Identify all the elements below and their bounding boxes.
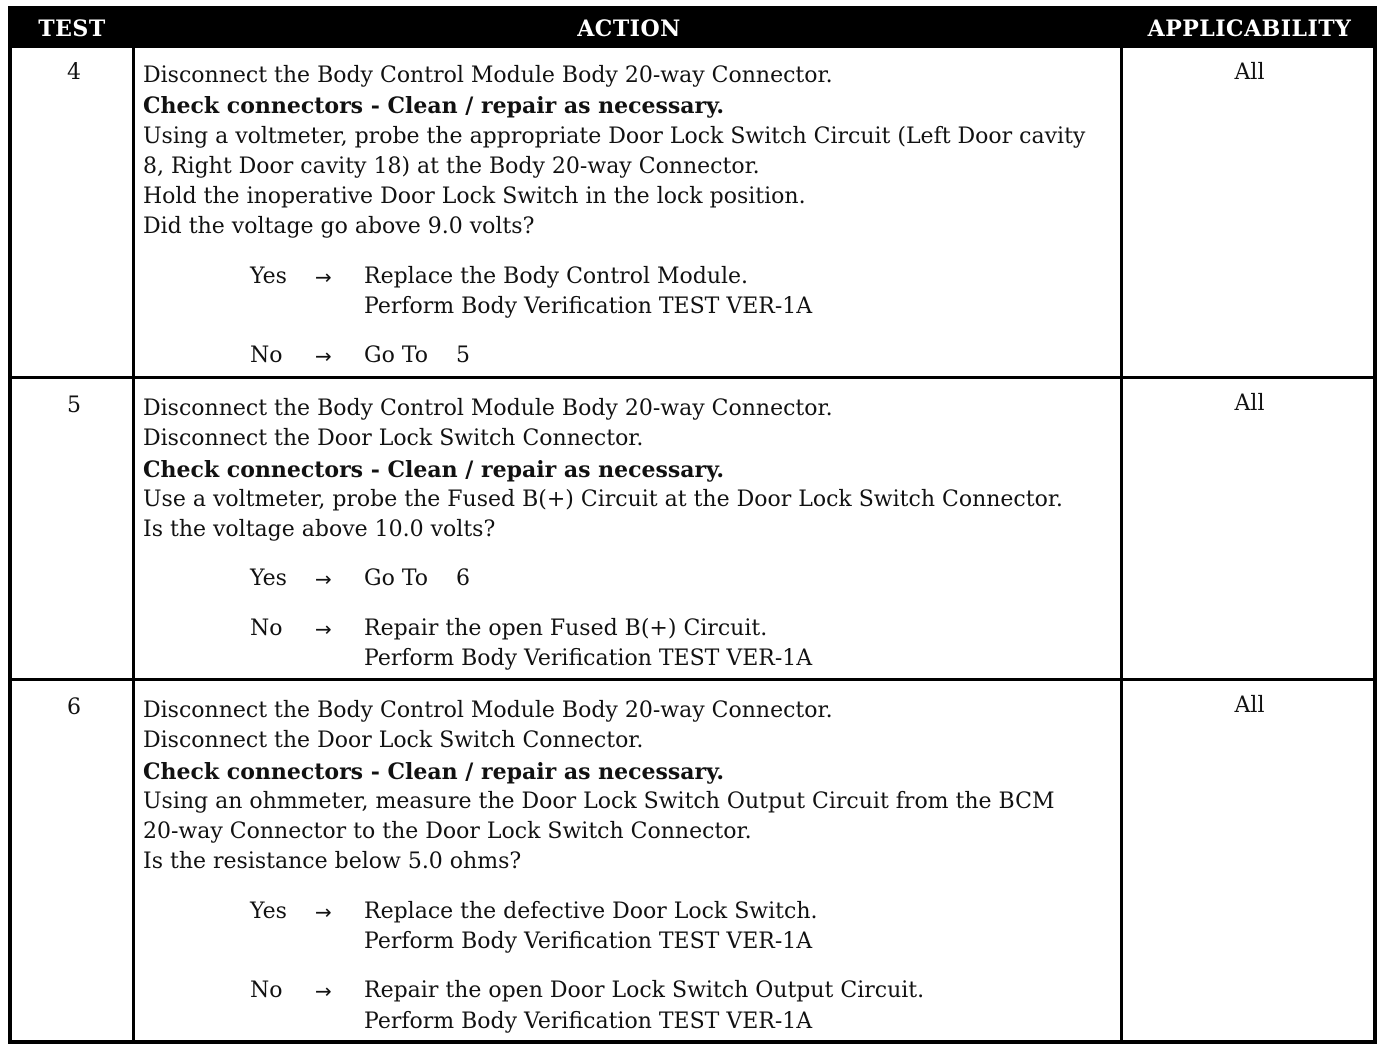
no-result <box>143 341 1123 371</box>
action-line: Use a voltmeter, probe the Fused B(+) Circuit at the Door Lock Switch Connector. <box>143 486 1063 512</box>
action-cell <box>143 61 1123 372</box>
action-line: 20-way Connector to the Door Lock Switch Connector. <box>143 819 752 845</box>
header-test: TEST <box>38 16 106 42</box>
yes-label: Yes <box>250 263 287 289</box>
no-result-continued <box>143 1007 1123 1037</box>
yes-result <box>143 564 1123 594</box>
action-line-bold: Check connectors - Clean / repair as necessary. <box>143 758 725 785</box>
arrow-right-icon: → <box>315 344 332 369</box>
result-text: Replace the Body Control Module. <box>364 263 749 289</box>
test-number: 6 <box>67 695 81 720</box>
action-line: Disconnect the Body Control Module Body 20-way Connector. <box>143 698 833 723</box>
action-line: Disconnect the Door Lock Switch Connector. <box>143 426 644 452</box>
arrow-right-icon: → <box>315 616 332 641</box>
result-text: Perform Body Verification TEST VER-1A <box>364 294 813 320</box>
yes-result <box>143 897 1123 927</box>
arrow-right-icon: → <box>315 979 332 1004</box>
no-label: No <box>250 615 283 641</box>
result-text: Repair the open Door Lock Switch Output Circuit. <box>364 978 925 1004</box>
test-table <box>8 6 1377 1044</box>
action-line: Using an ohmmeter, measure the Door Lock Switch Output Circuit from the BCM <box>143 788 1055 814</box>
action-line: Hold the inoperative Door Lock Switch in the lock position. <box>143 184 806 210</box>
test-number: 4 <box>67 60 81 85</box>
action-line: Disconnect the Body Control Module Body 20-way Connector. <box>143 63 833 88</box>
yes-result-continued <box>143 927 1123 957</box>
arrow-right-icon: → <box>315 264 332 289</box>
yes-label: Yes <box>250 566 287 592</box>
result-text: Replace the defective Door Lock Switch. <box>364 898 818 924</box>
action-line: Is the voltage above 10.0 volts? <box>143 517 496 543</box>
test-number: 5 <box>67 393 81 418</box>
action-line-bold: Check connectors - Clean / repair as necessary. <box>143 456 725 483</box>
arrow-right-icon: → <box>315 567 332 592</box>
applicability-value: All <box>1234 60 1265 85</box>
applicability-value: All <box>1234 693 1265 718</box>
no-result-continued <box>143 644 1123 674</box>
no-label: No <box>250 343 283 369</box>
yes-result <box>143 262 1123 292</box>
result-text: Perform Body Verification TEST VER-1A <box>364 929 813 955</box>
action-cell <box>143 394 1123 674</box>
result-text: Go To 6 <box>364 566 470 592</box>
table-header <box>12 10 1373 48</box>
result-text: Repair the open Fused B(+) Circuit. <box>364 615 768 641</box>
header-applicability: APPLICABILITY <box>1147 16 1352 42</box>
arrow-right-icon: → <box>315 899 332 924</box>
result-text: Perform Body Verification TEST VER-1A <box>364 646 813 672</box>
applicability-value: All <box>1234 391 1265 416</box>
action-line: 8, Right Door cavity 18) at the Body 20-way Connector. <box>143 153 760 179</box>
action-line-bold: Check connectors - Clean / repair as necessary. <box>143 93 725 120</box>
yes-result-continued <box>143 292 1123 322</box>
no-result <box>143 976 1123 1006</box>
action-line: Did the voltage go above 9.0 volts? <box>143 214 535 240</box>
action-line: Disconnect the Door Lock Switch Connector. <box>143 728 644 754</box>
table-row <box>12 48 1373 376</box>
table-row <box>12 681 1373 1041</box>
action-cell <box>143 696 1123 1037</box>
no-label: No <box>250 978 283 1004</box>
action-line: Using a voltmeter, probe the appropriate Door Lock Switch Circuit (Left Door cavity <box>143 123 1086 149</box>
result-text: Go To 5 <box>364 343 470 369</box>
yes-label: Yes <box>250 898 287 924</box>
action-line: Disconnect the Body Control Module Body 20-way Connector. <box>143 396 833 421</box>
result-text: Perform Body Verification TEST VER-1A <box>364 1008 813 1034</box>
header-action: ACTION <box>577 16 681 42</box>
no-result <box>143 614 1123 644</box>
table-row <box>12 379 1373 678</box>
action-line: Is the resistance below 5.0 ohms? <box>143 849 522 875</box>
